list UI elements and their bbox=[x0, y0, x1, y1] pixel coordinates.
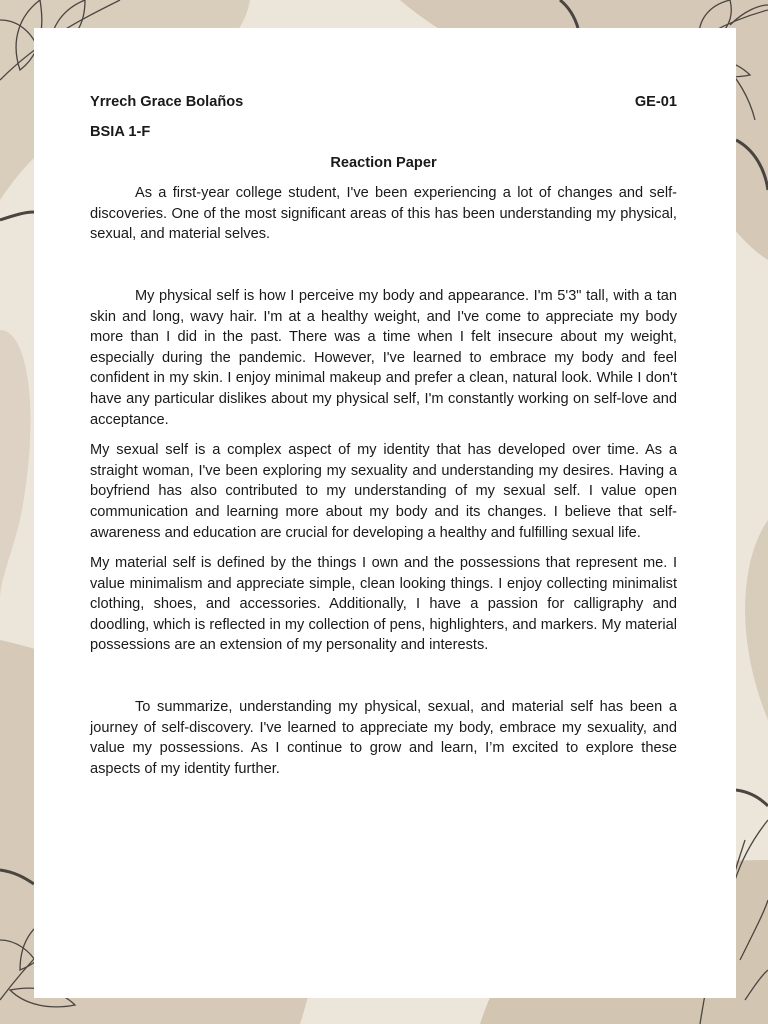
header-row bbox=[90, 92, 677, 112]
paragraph-material-self: My material self is defined by the things I own and the possessions that represent me. I value minimalism and appreciate simple, clean looking things. I enjoy collecting minimalist clothing, shoes, and accessories. Additionally, I have a passion for calligraphy and doodling, which is reflected in my collection of pens, highlighters, and markers. My material possessions are an extension of my personality and interests. bbox=[90, 555, 677, 654]
document-body bbox=[90, 92, 677, 779]
paragraph-sexual-self: My sexual self is a complex aspect of my identity that has developed over time. As a straight woman, I've been exploring my sexuality and understanding my desires. Having a boyfriend has also contributed to my understanding of my sexual self. I value open communication and learning more about my body and its changes. I believe that self-awareness and education are crucial for developing a healthy and fulfilling sexual life. bbox=[90, 442, 677, 541]
author-name: Yrrech Grace Bolaños bbox=[90, 94, 244, 110]
document-title: Reaction Paper bbox=[330, 154, 437, 171]
left-arc bbox=[0, 212, 34, 220]
paragraph-intro: As a first-year college student, I've been experiencing a lot of changes and self-discoveries. One of the most significant areas of this has been understanding my physical, sexual, and material selves. bbox=[90, 185, 677, 243]
right-mid-blob bbox=[745, 520, 768, 720]
paragraph-physical-self: My physical self is how I perceive my body and appearance. I'm 5'3" tall, with a tan skin and long, wavy hair. I'm at a healthy weight, and I've come to appreciate my body more than I did in the past. There was a time when I felt insecure about my weight, especially during the pandemic. However, I've learned to embrace my body and feel confident in my skin. I enjoy minimal makeup and prefer a clean, natural look. While I don't have any particular dislikes about my physical self, I'm constantly working on self-love and acceptance. bbox=[90, 287, 677, 428]
right-arc-2 bbox=[736, 790, 768, 806]
left-mid-blob bbox=[0, 330, 30, 600]
paragraph-conclusion: To summarize, understanding my physical, sexual, and material self has been a journey of self-discovery. I've learned to appreciate my body, embrace my sexuality, and value my possessions. As I continue to grow and learn, I’m excited to explore these aspects of my identity further. bbox=[90, 699, 677, 777]
student-section: BSIA 1-F bbox=[90, 124, 151, 140]
course-code: GE-01 bbox=[634, 94, 677, 110]
